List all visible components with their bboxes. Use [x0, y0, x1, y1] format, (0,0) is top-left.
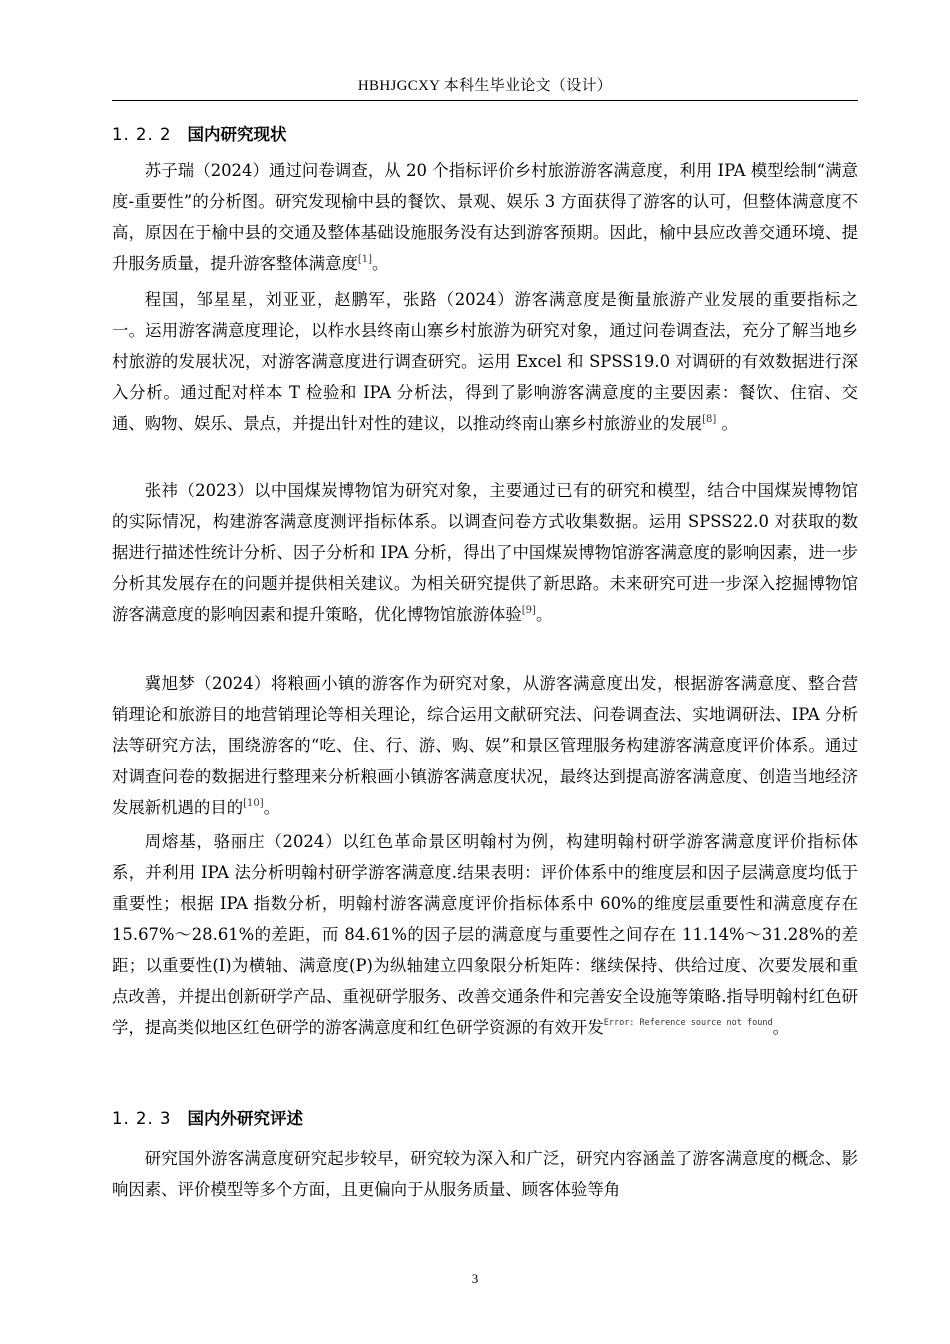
paragraph-tail: 。 [535, 605, 553, 624]
section-number: 1. 2. 3 [112, 1109, 172, 1128]
paragraph-3 [112, 475, 858, 630]
citation: [9] [521, 605, 536, 616]
citation: [8] [702, 414, 717, 425]
paragraph-text: 张祎（2023）以中国煤炭博物馆为研究对象，主要通过已有的研究和模型，结合中国煤炭博物馆的实际情况，构建游客满意度测评指标体系。以调查问卷方式收集数据。运用 SPSS22.0 对获取的数据进行描述性统计分析、因子分析和 IPA 分析，得出了中国煤炭博物馆游客满意度的影响因素，进一步分析其发展存在的问题并提供相关建议。为相关研究提供了新思路。未来研究可进一步深入挖掘博物馆游客满意度的影响因素和提升策略，优化博物馆旅游体验 [112, 481, 858, 624]
section-title: 国内外研究评述 [187, 1109, 303, 1128]
section-heading-1-2-2 [112, 121, 286, 145]
paragraph-text: 研究国外游客满意度研究起步较早，研究较为深入和广泛，研究内容涵盖了游客满意度的概念、影响因素、评价模型等多个方面，且更偏向于从服务质量、顾客体验等角 [112, 1149, 858, 1199]
paragraph-text: 程国，邹星星，刘亚亚，赵鹏军，张路（2024）游客满意度是衡量旅游产业发展的重要指标之一。运用游客满意度理论，以柞水县终南山寨乡村旅游为研究对象，通过问卷调查法，充分了解当地乡村旅游的发展状况，对游客满意度进行调查研究。运用 Excel 和 SPSS19.0 对调研的有效数据进行深入分析。通过配对样本 T 检验和 IPA 分析法，得到了影响游客满意度的主要因素：餐饮、住宿、交通、购物、娱乐、景点，并提出针对性的建议，以推动终南山寨乡村旅游业的发展 [112, 290, 858, 433]
header-rule [112, 100, 858, 101]
section-heading-1-2-3 [112, 1105, 303, 1129]
paragraph-6 [112, 1143, 858, 1205]
page-number: 3 [471, 1271, 479, 1286]
paragraph-text: 苏子瑞（2024）通过问卷调查，从 20 个指标评价乡村旅游游客满意度，利用 IPA 模型绘制“满意度-重要性”的分析图。研究发现榆中县的餐饮、景观、娱乐 3 方面获得了游客的认可，但整体满意度不高，原因在于榆中县的交通及整体基础设施服务没有达到游客预期。因此，榆中县应改善交通环境、提升服务质量，提升游客整体满意度 [112, 161, 858, 273]
paragraph-tail: 。 [372, 254, 389, 273]
page-header-title: HBHJGCXY 本科生毕业论文（设计） [357, 78, 613, 94]
paragraph-text: 周熔基，骆丽庄（2024）以红色革命景区明翰村为例，构建明翰村研学游客满意度评价指标体系，并利用 IPA 法分析明翰村研学游客满意度.结果表明：评价体系中的维度层和因子层满意度均低于重要性；根据 IPA 指数分析，明翰村游客满意度评价指标体系中 60%的维度层重要性和满意度存在 15.67%～28.61%的差距，而 84.61%的因子层的满意度与重要性之间存在 11.14%～31.28%的差距；以重要性(I)为横轴、满意度(P)为纵轴建立四象限分析矩阵：继续保持、供给过度、次要发展和重点改善，并提出创新研学产品、重视研学服务、改善交通条件和完善安全设施等策略.指导明翰村红色研学，提高类似地区红色研学的游客满意度和红色研学资源的有效开发 [112, 832, 858, 1037]
paragraph-tail: 。 [716, 414, 738, 433]
section-title: 国内研究现状 [187, 125, 287, 144]
citation: [1] [357, 254, 373, 265]
reference-error: Error: Reference source not found [603, 1018, 773, 1028]
paragraph-tail: 。 [263, 798, 281, 817]
section-number: 1. 2. 2 [112, 125, 172, 144]
paragraph-2 [112, 284, 858, 439]
paragraph-1 [112, 155, 858, 279]
paragraph-5 [112, 826, 858, 1043]
paragraph-tail: 。 [772, 1018, 789, 1037]
citation: [10] [243, 798, 264, 809]
paragraph-text: 冀旭梦（2024）将粮画小镇的游客作为研究对象，从游客满意度出发，根据游客满意度、整合营销理论和旅游目的地营销理论等相关理论，综合运用文献研究法、问卷调查法、实地调研法、IPA 分析法等研究方法，围绕游客的“吃、住、行、游、购、娱”和景区管理服务构建游客满意度评价体系。通过对调查问卷的数据进行整理来分析粮画小镇游客满意度状况，最终达到提高游客满意度、创造当地经济发展新机遇的目的 [112, 674, 858, 817]
paragraph-4 [112, 668, 858, 823]
